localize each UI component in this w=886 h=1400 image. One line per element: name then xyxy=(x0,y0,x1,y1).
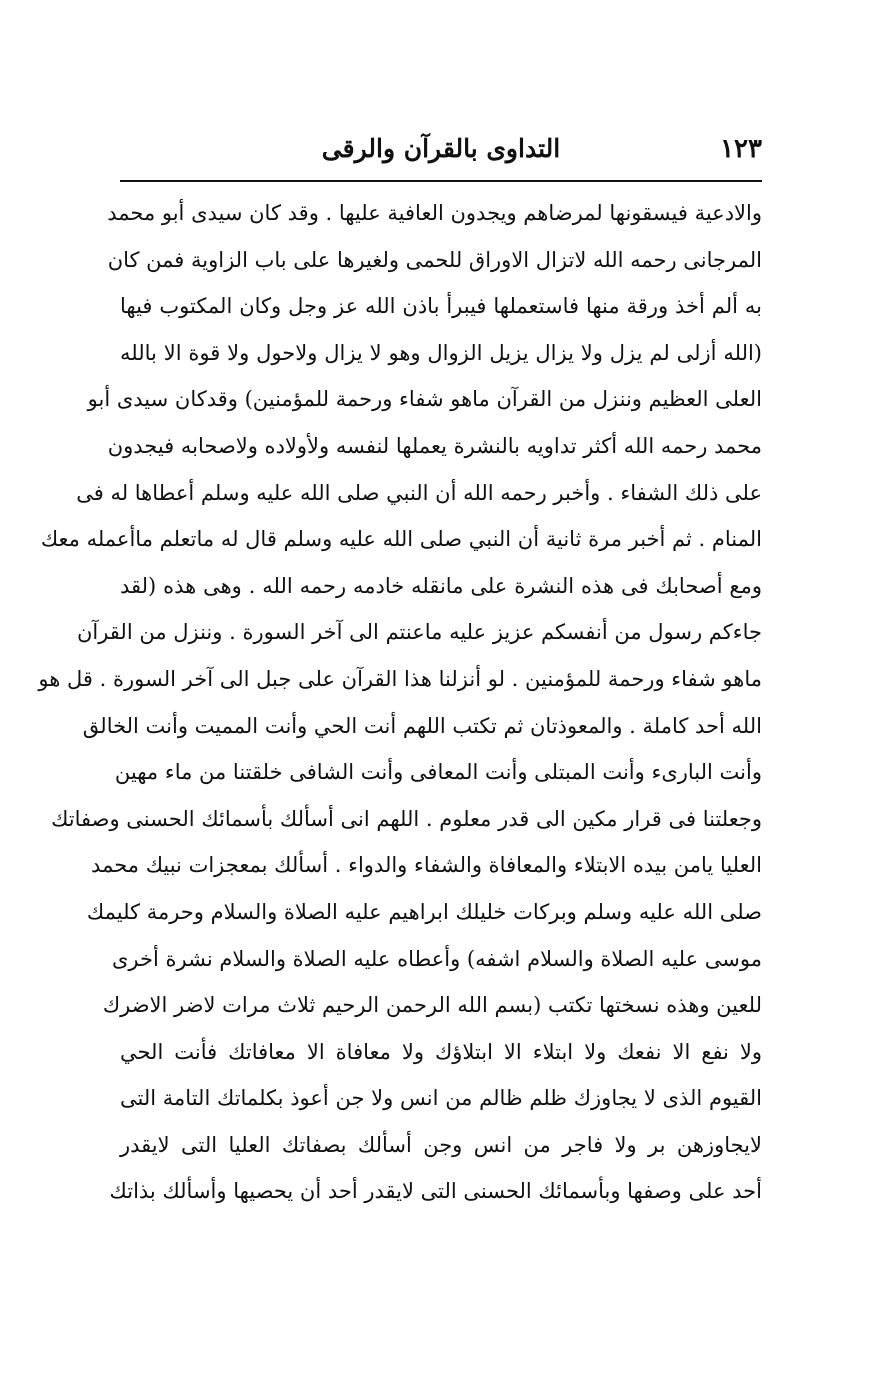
header-rule xyxy=(120,180,762,182)
text-line: ماهو شفاء ورحمة للمؤمنين . لو أنزلنا هذا القرآن على جبل الى آخر السورة . قل هو xyxy=(38,666,762,691)
text-line: محمد رحمه الله أكثر تداويه بالنشرة يعملها لنفسه ولأولاده ولاصحابه فيجدون xyxy=(107,433,762,458)
running-title: التداوى بالقرآن والرقى xyxy=(321,134,561,163)
text-line: على ذلك الشفاء . وأخبر رحمه الله أن النبي صلى الله عليه وسلم أعطاها له فى xyxy=(76,480,762,505)
text-line: ولا نفع الا نفعك ولا ابتلاء الا ابتلاؤك ولا معافاة الا معافاتك فأنت الحي xyxy=(120,1039,762,1064)
page-number: ١٢٣ xyxy=(720,134,762,164)
text-line: جاءكم رسول من أنفسكم عزيز عليه ماعنتم الى آخر السورة . وننزل من القرآن xyxy=(76,620,762,645)
body-text xyxy=(38,190,762,1215)
text-line: وأنت البارىء وأنت المبتلى وأنت المعافى وأنت الشافى خلقتنا من ماء مهين xyxy=(114,760,762,785)
text-line: أحد على وصفها وبأسمائك الحسنى التى لايقدر أحد أن يحصيها وأسألك بذاتك xyxy=(109,1179,762,1204)
text-line: المنام . ثم أخبر مرة ثانية أن النبي صلى الله عليه وسلم قال له ماتعلم ماأعمله معك xyxy=(40,527,762,552)
text-line: صلى الله عليه وسلم وبركات خليلك ابراهيم عليه الصلاة والسلام وحرمة كليمك xyxy=(86,899,762,924)
text-line: المرجانى رحمه الله لاتزال الاوراق للحمى ولغيرها على باب الزاوية فمن كان xyxy=(107,247,762,272)
text-line: العليا يامن بيده الابتلاء والمعافاة والشفاء والدواء . أسألك بمعجزات نبيك محمد xyxy=(91,853,762,878)
text-line: للعين وهذه نسختها تكتب (بسم الله الرحمن الرحيم ثلاث مرات لاضر الاضرك xyxy=(102,993,762,1018)
text-line: الله أحد كاملة . والمعوذتان ثم تكتب اللهم أنت الحي وأنت المميت وأنت الخالق xyxy=(82,713,762,738)
text-line: لايجاوزهن بر ولا فاجر من انس وجن أسألك بصفاتك العليا التى لايقدر xyxy=(120,1132,762,1157)
text-line: (الله أزلى لم يزل ولا يزال يزيل الزوال وهو لا يزال ولاحول ولا قوة الا بالله xyxy=(120,340,762,365)
text-line: به ألم أخذ ورقة منها فاستعملها فيبرأ باذن الله عز وجل وكان المكتوب فيها xyxy=(120,294,762,319)
text-line: موسى عليه الصلاة والسلام اشفه) وأعطاه عليه الصلاة والسلام نشرة أخرى xyxy=(112,946,762,971)
text-line: ومع أصحابك فى هذه النشرة على مانقله خادمه رحمه الله . وهى هذه (لقد xyxy=(120,573,762,598)
page-header xyxy=(120,130,762,174)
text-line: القيوم الذى لا يجاوزك ظلم ظالم من انس ولا جن أعوذ بكلماتك التامة التى xyxy=(120,1086,762,1111)
text-line: وجعلتنا فى قرار مكين الى قدر معلوم . اللهم انى أسألك بأسمائك الحسنى وصفاتك xyxy=(51,806,762,831)
text-line: العلى العظيم وننزل من القرآن ماهو شفاء ورحمة للمؤمنين) وقدكان سيدى أبو xyxy=(87,387,762,412)
text-line: والادعية فيسقونها لمرضاهم ويجدون العافية عليها . وقد كان سيدى أبو محمد xyxy=(107,201,762,225)
